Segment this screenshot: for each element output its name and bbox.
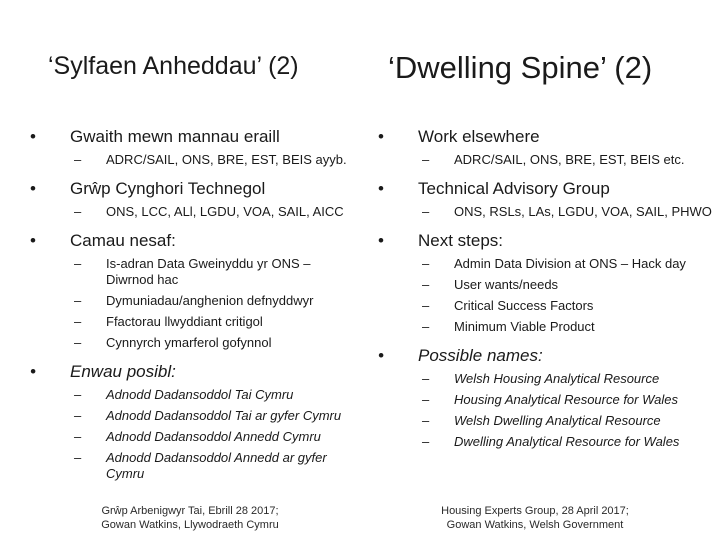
dash-icon: –	[422, 413, 430, 428]
sub-list	[418, 204, 714, 220]
bullet-icon: •	[30, 362, 36, 381]
sub-list-item-label: Minimum Viable Product	[454, 319, 595, 334]
sub-list-item-label: Welsh Dwelling Analytical Resource	[454, 413, 661, 428]
dash-icon: –	[74, 293, 82, 308]
dash-icon: –	[422, 298, 430, 313]
dash-icon: –	[74, 408, 82, 423]
list-item-label: Gwaith mewn mannau eraill	[70, 127, 280, 146]
list-item-label: Grŵp Cynghori Technegol	[70, 179, 266, 198]
sub-list-item	[70, 152, 350, 168]
footer-credit-english	[420, 504, 650, 532]
footer-line: Gowan Watkins, Welsh Government	[446, 519, 624, 531]
bullet-icon: •	[30, 127, 36, 146]
sub-list	[70, 204, 350, 220]
sub-list-item	[418, 392, 714, 408]
sub-list-item-label: ONS, LCC, ALl, LGDU, VOA, SAIL, AICC	[106, 204, 344, 219]
sub-list-item-label: Adnodd Dadansoddol Annedd Cymru	[106, 429, 321, 444]
dash-icon: –	[74, 256, 82, 271]
bullet-icon: •	[378, 127, 384, 146]
sub-list-item-label: Adnodd Dadansoddol Annedd ar gyfer Cymru	[106, 450, 327, 481]
bullet-icon: •	[378, 179, 384, 198]
list-item	[378, 178, 714, 220]
dash-icon: –	[74, 429, 82, 444]
sub-list-item	[418, 434, 714, 450]
sub-list-item	[70, 293, 350, 309]
sub-list-item	[70, 429, 350, 445]
sub-list-item-label: Cynnyrch ymarferol gofynnol	[106, 335, 272, 350]
sub-list-item	[70, 408, 350, 424]
sub-list-item-label: ONS, RSLs, LAs, LGDU, VOA, SAIL, PHWO	[454, 204, 712, 219]
sub-list-item	[418, 371, 714, 387]
sub-list-item-label: ADRC/SAIL, ONS, BRE, EST, BEIS etc.	[454, 152, 685, 167]
bullet-list-welsh	[30, 126, 350, 488]
list-item	[378, 345, 714, 450]
sub-list	[70, 152, 350, 168]
bullet-icon: •	[378, 231, 384, 250]
dash-icon: –	[422, 152, 430, 167]
bullet-icon: •	[378, 346, 384, 365]
dash-icon: –	[74, 314, 82, 329]
bullet-icon: •	[30, 231, 36, 250]
dash-icon: –	[422, 434, 430, 449]
sub-list	[70, 256, 350, 351]
page-title-welsh: ‘Sylfaen Anheddau’ (2)	[48, 52, 299, 80]
sub-list-item	[418, 204, 714, 220]
list-item	[30, 178, 350, 220]
sub-list-item-label: Adnodd Dadansoddol Tai ar gyfer Cymru	[106, 408, 342, 423]
dash-icon: –	[74, 204, 82, 219]
dash-icon: –	[422, 204, 430, 219]
sub-list-item	[418, 319, 714, 335]
sub-list-item-label: Critical Success Factors	[454, 298, 594, 313]
dash-icon: –	[74, 152, 82, 167]
sub-list	[418, 152, 714, 168]
sub-list	[418, 256, 714, 335]
sub-list-item	[418, 152, 714, 168]
sub-list-item	[70, 335, 350, 351]
sub-list-item	[418, 413, 714, 429]
list-item-label: Work elsewhere	[418, 127, 540, 146]
sub-list	[70, 387, 350, 482]
sub-list-item	[70, 314, 350, 330]
dash-icon: –	[422, 256, 430, 271]
sub-list	[418, 371, 714, 450]
list-item-label: Enwau posibl:	[70, 362, 176, 381]
footer-credit-welsh	[90, 504, 290, 532]
sub-list-item	[418, 298, 714, 314]
list-item	[378, 230, 714, 335]
sub-list-item	[418, 256, 714, 272]
sub-list-item-label: Adnodd Dadansoddol Tai Cymru	[106, 387, 294, 402]
footer-line: Housing Experts Group, 28 April 2017;	[441, 505, 629, 517]
list-item	[30, 126, 350, 168]
bullet-icon: •	[30, 179, 36, 198]
dash-icon: –	[422, 371, 430, 386]
sub-list-item	[70, 204, 350, 220]
sub-list-item	[70, 450, 350, 482]
sub-list-item	[70, 387, 350, 403]
sub-list-item-label: Admin Data Division at ONS – Hack day	[454, 256, 686, 271]
sub-list-item-label: ADRC/SAIL, ONS, BRE, EST, BEIS ayyb.	[106, 152, 347, 167]
footer-line: Gowan Watkins, Llywodraeth Cymru	[101, 519, 279, 531]
sub-list-item-label: Ffactorau llwyddiant critigol	[106, 314, 263, 329]
sub-list-item-label: Dwelling Analytical Resource for Wales	[454, 434, 680, 449]
footer-line: Grŵp Arbenigwyr Tai, Ebrill 28 2017;	[101, 505, 279, 517]
list-item-label: Camau nesaf:	[70, 231, 176, 250]
page-title-english: ‘Dwelling Spine’ (2)	[388, 50, 653, 85]
list-item	[378, 126, 714, 168]
sub-list-item	[70, 256, 350, 288]
list-item	[30, 230, 350, 351]
list-item-label: Technical Advisory Group	[418, 179, 610, 198]
sub-list-item	[418, 277, 714, 293]
sub-list-item-label: Dymuniadau/anghenion defnyddwyr	[106, 293, 314, 308]
dash-icon: –	[422, 277, 430, 292]
dash-icon: –	[74, 387, 82, 402]
dash-icon: –	[422, 392, 430, 407]
dash-icon: –	[422, 319, 430, 334]
sub-list-item-label: User wants/needs	[454, 277, 559, 292]
dash-icon: –	[74, 335, 82, 350]
sub-list-item-label: Welsh Housing Analytical Resource	[454, 371, 660, 386]
list-item-label: Possible names:	[418, 346, 543, 365]
sub-list-item-label: Is-adran Data Gweinyddu yr ONS – Diwrnod hac	[106, 256, 311, 287]
list-item-label: Next steps:	[418, 231, 504, 250]
dash-icon: –	[74, 450, 82, 465]
bullet-list-english	[378, 126, 714, 456]
sub-list-item-label: Housing Analytical Resource for Wales	[454, 392, 678, 407]
list-item	[30, 361, 350, 482]
